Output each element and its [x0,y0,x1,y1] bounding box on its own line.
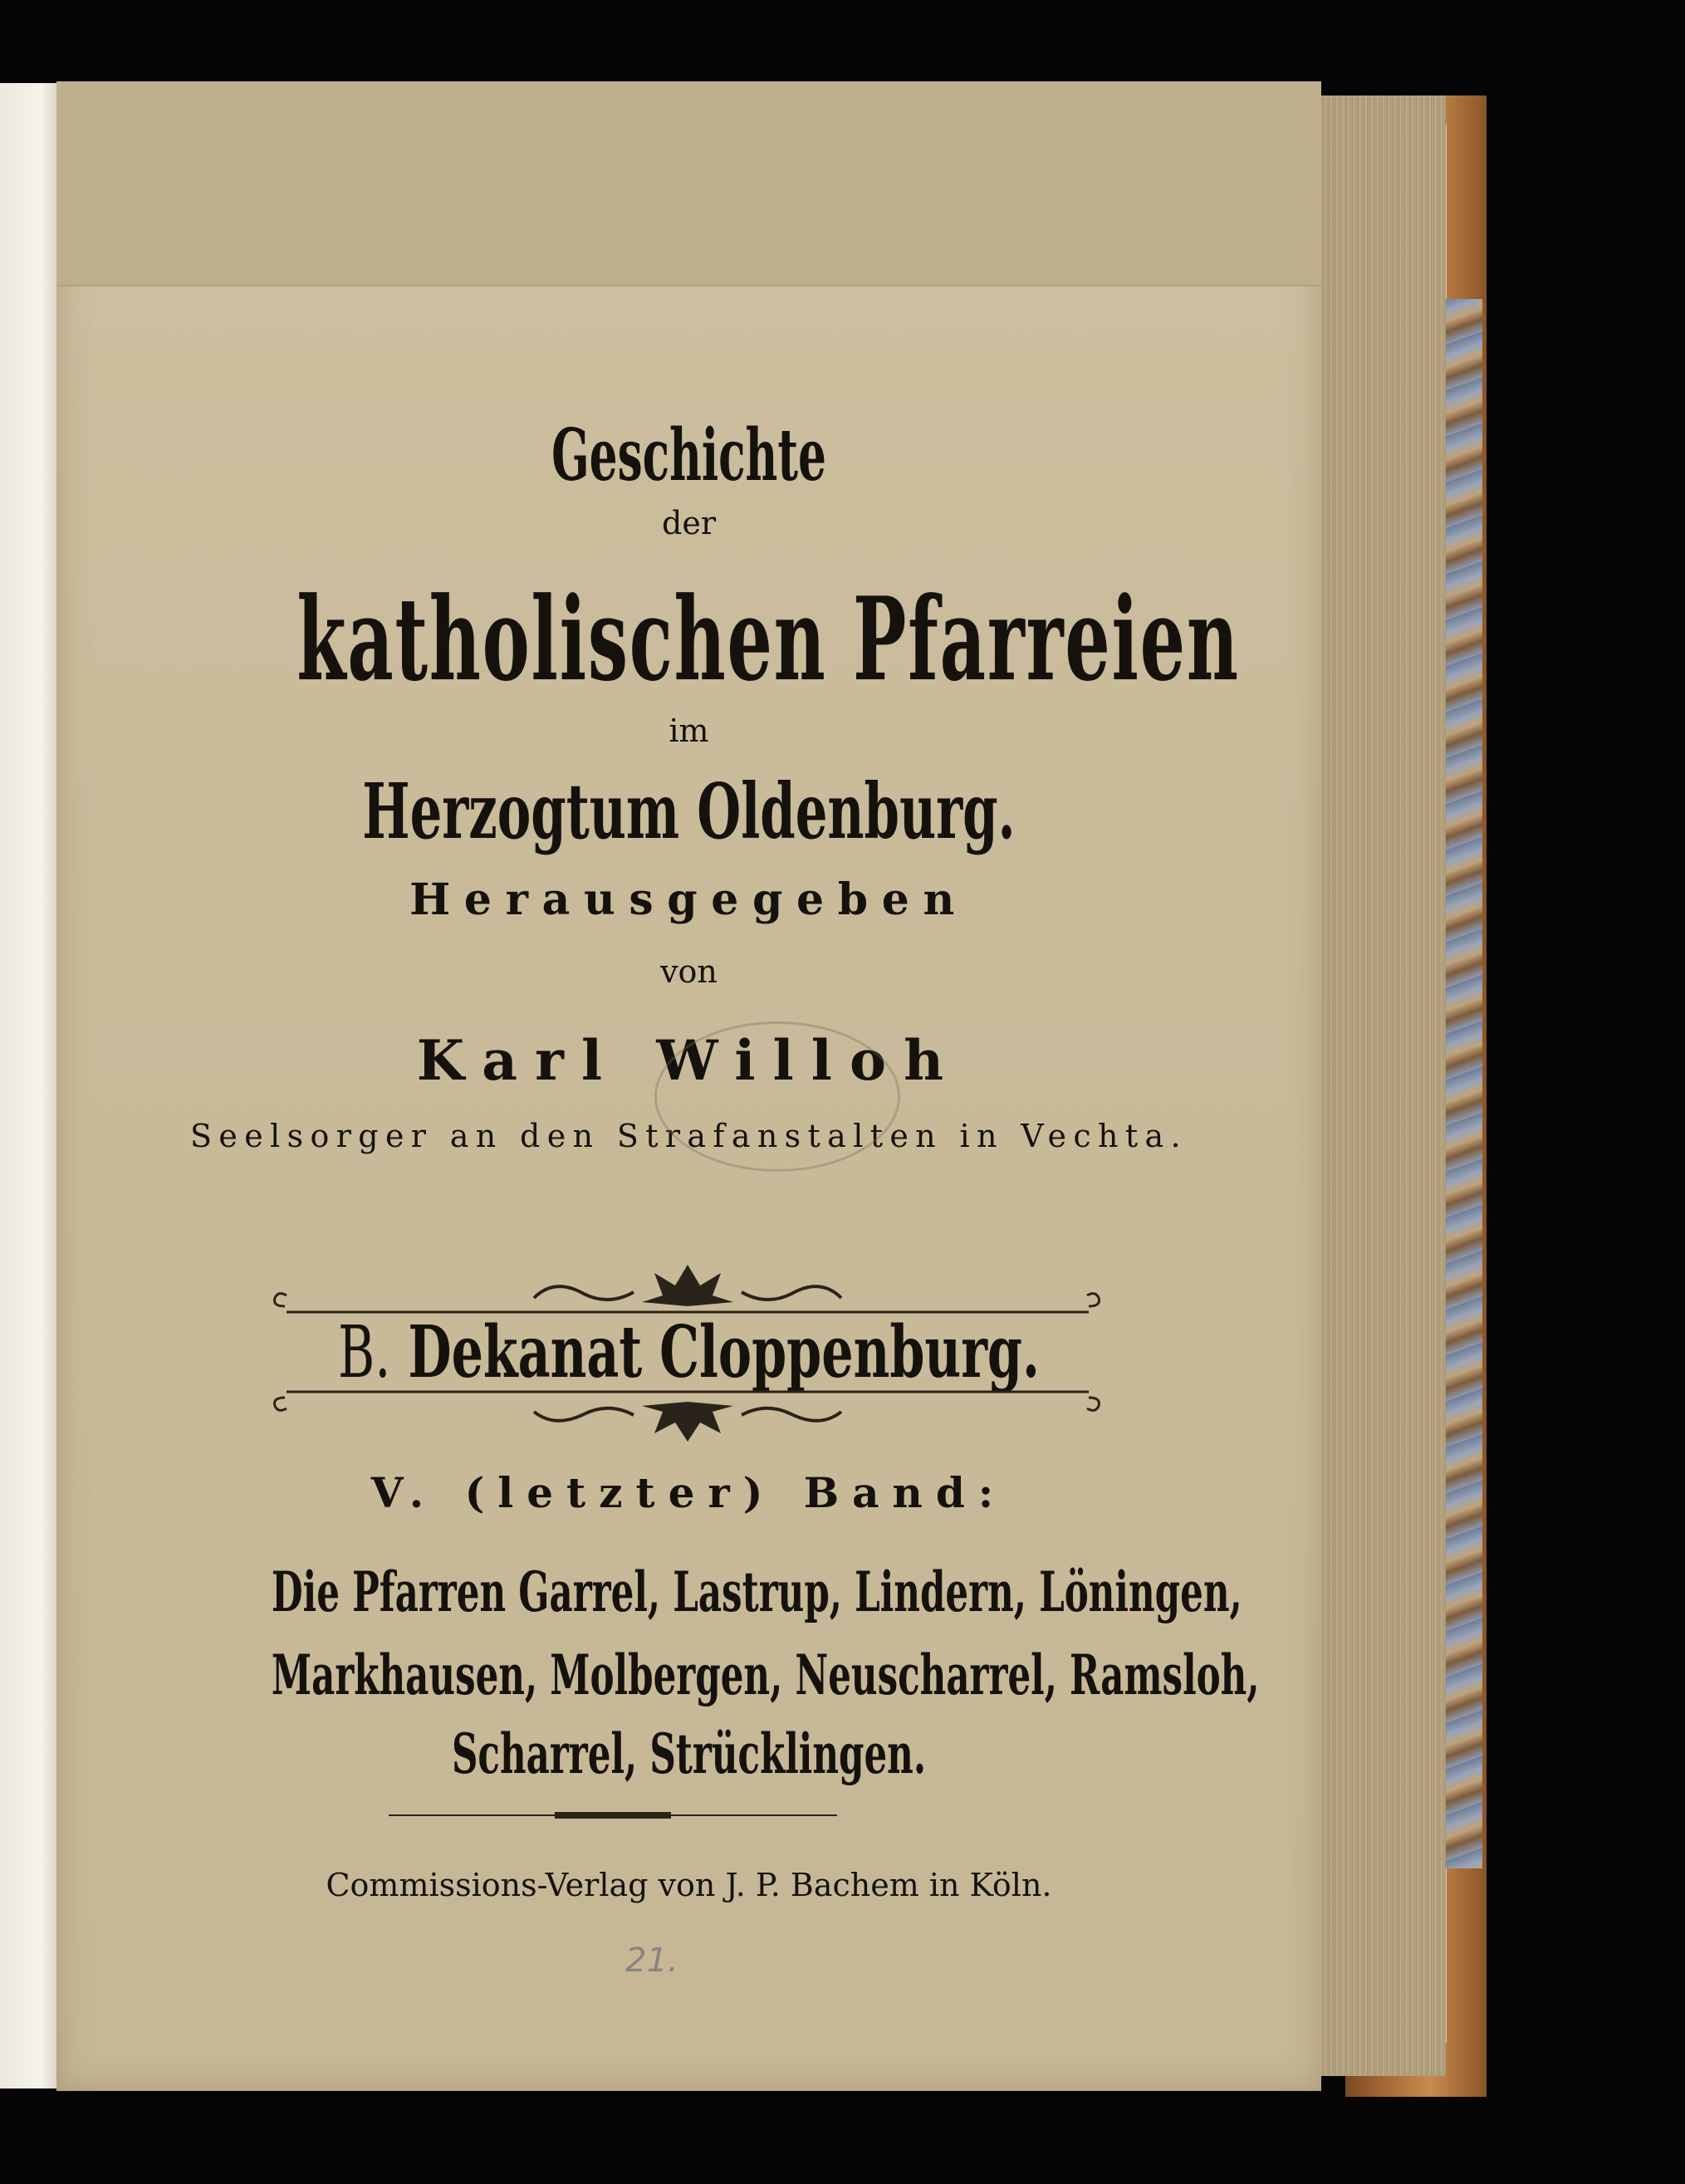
left-endpaper [0,83,58,2089]
volume-label: V. (letzter) Band: [370,1468,1007,1517]
ornament-rule-bottom-icon [268,1377,1107,1443]
herausgegeben-label: Herausgegeben [409,874,968,925]
preposition-im: im [669,712,709,749]
title-page [56,81,1321,2091]
author-role: Seelsorger an den Strafanstalten in Vechta. [190,1118,1188,1154]
publisher-line: Commissions-Verlag von J. P. Bachem in Köln. [326,1867,1052,1903]
parish-list-line-2: Markhausen, Molbergen, Neuscharrel, Ramsloh, [271,1643,1260,1707]
library-stamp-icon [654,1021,900,1172]
article-der: der [662,505,716,541]
marbled-endpaper [1445,299,1482,1868]
parish-list-line-1: Die Pfarren Garrel, Lastrup, Lindern, Löningen, [271,1560,1242,1624]
main-title: katholischen Pfarreien [296,571,1240,707]
page-content [56,81,1321,2091]
author-name: Karl Willoh [416,1028,962,1093]
parish-list-line-3: Scharrel, Strücklingen. [451,1721,927,1786]
page-edges [1321,95,1446,2076]
decorative-rule-icon [389,1809,837,1822]
pencil-note: 21. [625,1942,678,1980]
section-title: Dekanat Cloppenburg. [408,1310,1040,1394]
section-letter: B. [338,1311,391,1394]
title-word: Geschichte [551,414,826,497]
preposition-von: von [660,953,718,990]
region-title: Herzogtum Oldenburg. [362,766,1016,856]
